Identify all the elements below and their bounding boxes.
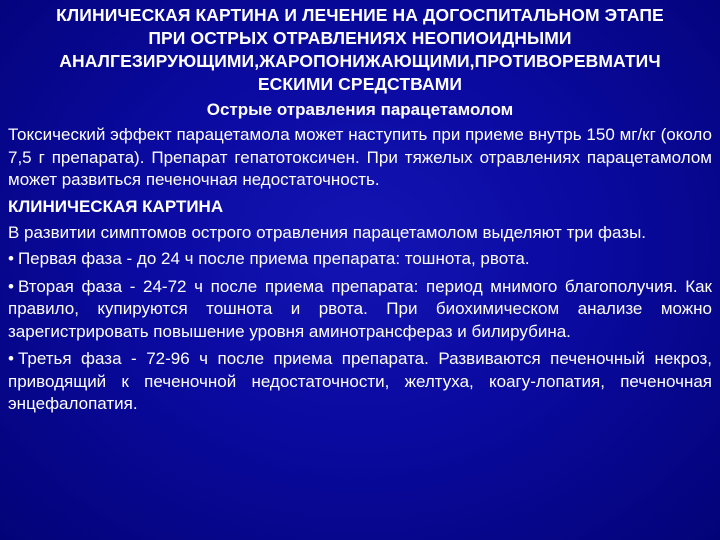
- title-line: АНАЛГЕЗИРУЮЩИМИ,ЖАРОПОНИЖАЮЩИМИ,ПРОТИВОРЕВМАТИЧ: [59, 51, 661, 71]
- section-intro-paragraph: В развитии симптомов острого отравления парацетамолом выделяют три фазы.: [8, 222, 647, 242]
- bullet-icon: •: [8, 349, 14, 368]
- phase-list: [8, 248, 712, 416]
- phase-text: Третья фаза - 72-96 ч после приема препарата. Развиваются печеночный некроз, приводящий к печеночной недостаточности, желтуха, коагу-лопатия, печеночная энцефалопатия.: [8, 349, 712, 413]
- intro-paragraph: Токсический эффект парацетамола может наступить при приеме внутрь 150 мг/кг (около 7,5 г препарата). Препарат гепатотоксичен. При тяжелых отравлениях парацетамолом может развиться печеночная недостаточность.: [8, 125, 712, 189]
- phase-text: Первая фаза - до 24 ч после приема препарата: тошнота, рвота.: [17, 249, 530, 268]
- slide-subtitle: Острые отравления парацетамолом: [206, 100, 514, 119]
- title-line: ЕСКИМИ СРЕДСТВАМИ: [257, 74, 463, 94]
- phase-item: [8, 248, 712, 271]
- section-heading: КЛИНИЧЕСКАЯ КАРТИНА: [8, 196, 224, 216]
- title-line: ПРИ ОСТРЫХ ОТРАВЛЕНИЯХ НЕОПИОИДНЫМИ: [148, 28, 572, 48]
- bullet-icon: •: [8, 249, 14, 268]
- title-line: КЛИНИЧЕСКАЯ КАРТИНА И ЛЕЧЕНИЕ НА ДОГОСПИТАЛЬНОМ ЭТАПЕ: [56, 5, 664, 25]
- phase-item: [8, 348, 712, 416]
- slide-title: [8, 4, 712, 96]
- phase-item: [8, 276, 712, 344]
- phase-text: Вторая фаза - 24-72 ч после приема препарата: период мнимого благополучия. Как правило, купируются тошнота и рвота. При биохимическом анализе можно зарегистрировать повышение уровня аминотрансфераз и билирубина.: [8, 276, 712, 341]
- bullet-icon: •: [8, 276, 14, 296]
